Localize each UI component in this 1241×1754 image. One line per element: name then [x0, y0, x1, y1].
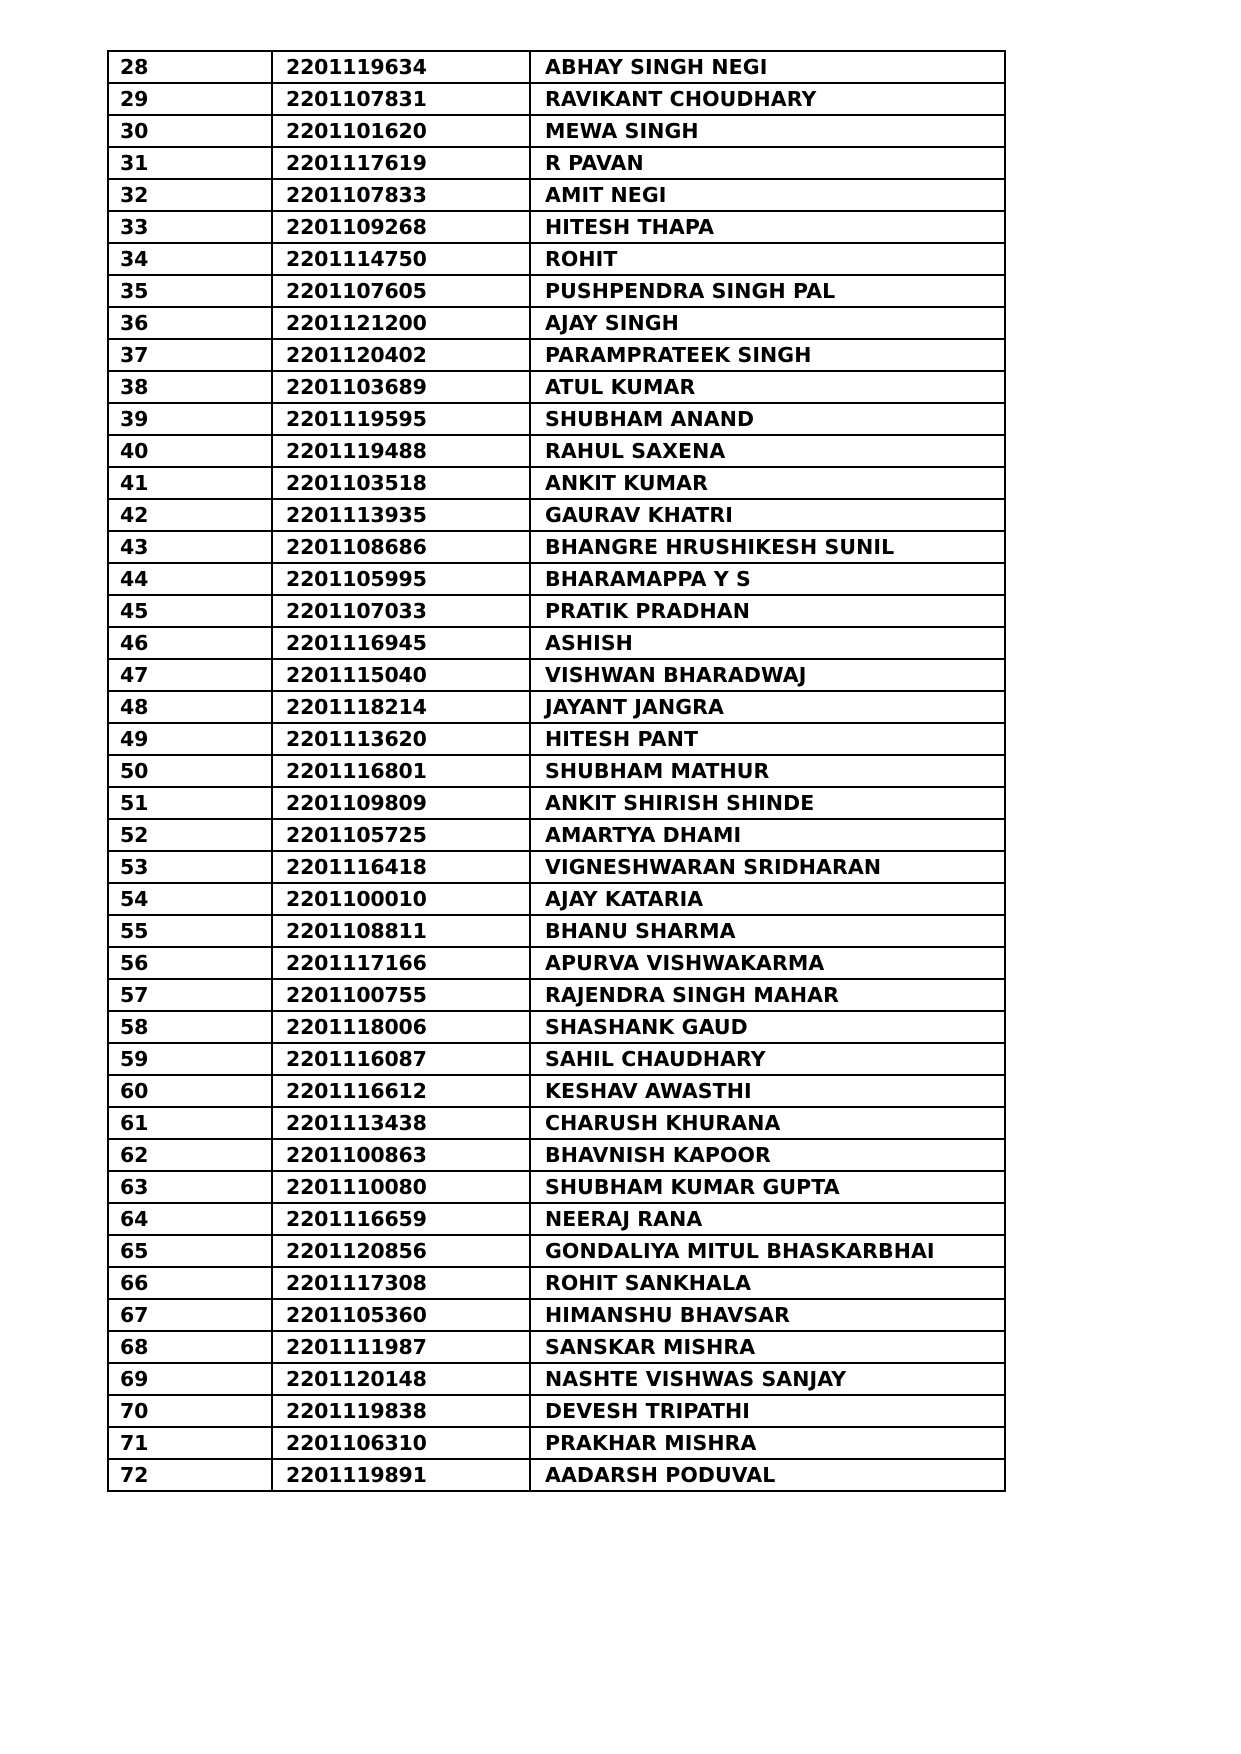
cell-candidate-name: BHANGRE HRUSHIKESH SUNIL — [530, 531, 1005, 563]
cell-serial-no: 67 — [108, 1299, 272, 1331]
cell-serial-no: 34 — [108, 243, 272, 275]
cell-serial-no: 53 — [108, 851, 272, 883]
table-row — [108, 1139, 1005, 1171]
cell-serial-no: 31 — [108, 147, 272, 179]
table-row — [108, 563, 1005, 595]
cell-roll-number: 2201110080 — [272, 1171, 530, 1203]
cell-candidate-name: AMIT NEGI — [530, 179, 1005, 211]
cell-roll-number: 2201117166 — [272, 947, 530, 979]
cell-candidate-name: NASHTE VISHWAS SANJAY — [530, 1363, 1005, 1395]
cell-roll-number: 2201115040 — [272, 659, 530, 691]
table-row — [108, 83, 1005, 115]
cell-candidate-name: BHANU SHARMA — [530, 915, 1005, 947]
cell-serial-no: 70 — [108, 1395, 272, 1427]
cell-serial-no: 40 — [108, 435, 272, 467]
table-row — [108, 531, 1005, 563]
table-row — [108, 403, 1005, 435]
cell-roll-number: 2201119488 — [272, 435, 530, 467]
cell-candidate-name: CHARUSH KHURANA — [530, 1107, 1005, 1139]
cell-serial-no: 71 — [108, 1427, 272, 1459]
cell-serial-no: 62 — [108, 1139, 272, 1171]
cell-candidate-name: ASHISH — [530, 627, 1005, 659]
cell-candidate-name: MEWA SINGH — [530, 115, 1005, 147]
cell-serial-no: 29 — [108, 83, 272, 115]
table-row — [108, 947, 1005, 979]
cell-roll-number: 2201118006 — [272, 1011, 530, 1043]
cell-serial-no: 38 — [108, 371, 272, 403]
cell-serial-no: 30 — [108, 115, 272, 147]
cell-roll-number: 2201103689 — [272, 371, 530, 403]
cell-candidate-name: VIGNESHWARAN SRIDHARAN — [530, 851, 1005, 883]
cell-roll-number: 2201119634 — [272, 51, 530, 83]
cell-serial-no: 66 — [108, 1267, 272, 1299]
cell-candidate-name: PRAKHAR MISHRA — [530, 1427, 1005, 1459]
cell-serial-no: 28 — [108, 51, 272, 83]
table-row — [108, 595, 1005, 627]
table-row — [108, 1331, 1005, 1363]
cell-candidate-name: PUSHPENDRA SINGH PAL — [530, 275, 1005, 307]
cell-roll-number: 2201120148 — [272, 1363, 530, 1395]
cell-roll-number: 2201116418 — [272, 851, 530, 883]
table-row — [108, 1395, 1005, 1427]
table-row — [108, 1043, 1005, 1075]
table-row — [108, 211, 1005, 243]
cell-roll-number: 2201105995 — [272, 563, 530, 595]
table-row — [108, 1203, 1005, 1235]
table-row — [108, 467, 1005, 499]
candidate-table-body — [108, 51, 1005, 1491]
table-row — [108, 307, 1005, 339]
cell-serial-no: 52 — [108, 819, 272, 851]
cell-roll-number: 2201100755 — [272, 979, 530, 1011]
cell-serial-no: 42 — [108, 499, 272, 531]
cell-roll-number: 2201113438 — [272, 1107, 530, 1139]
table-row — [108, 1011, 1005, 1043]
cell-roll-number: 2201107033 — [272, 595, 530, 627]
cell-candidate-name: ROHIT SANKHALA — [530, 1267, 1005, 1299]
cell-serial-no: 55 — [108, 915, 272, 947]
candidate-table-container — [107, 50, 1004, 1492]
cell-roll-number: 2201120856 — [272, 1235, 530, 1267]
cell-serial-no: 45 — [108, 595, 272, 627]
cell-roll-number: 2201116945 — [272, 627, 530, 659]
cell-serial-no: 44 — [108, 563, 272, 595]
cell-candidate-name: NEERAJ RANA — [530, 1203, 1005, 1235]
cell-serial-no: 69 — [108, 1363, 272, 1395]
cell-candidate-name: SHUBHAM ANAND — [530, 403, 1005, 435]
cell-serial-no: 35 — [108, 275, 272, 307]
table-row — [108, 115, 1005, 147]
table-row — [108, 787, 1005, 819]
table-row — [108, 1075, 1005, 1107]
cell-serial-no: 47 — [108, 659, 272, 691]
cell-roll-number: 2201100010 — [272, 883, 530, 915]
cell-candidate-name: SANSKAR MISHRA — [530, 1331, 1005, 1363]
cell-roll-number: 2201117308 — [272, 1267, 530, 1299]
table-row — [108, 627, 1005, 659]
cell-candidate-name: RAHUL SAXENA — [530, 435, 1005, 467]
cell-roll-number: 2201100863 — [272, 1139, 530, 1171]
table-row — [108, 979, 1005, 1011]
cell-candidate-name: SHUBHAM MATHUR — [530, 755, 1005, 787]
cell-serial-no: 72 — [108, 1459, 272, 1491]
cell-serial-no: 41 — [108, 467, 272, 499]
cell-roll-number: 2201119891 — [272, 1459, 530, 1491]
cell-serial-no: 49 — [108, 723, 272, 755]
cell-roll-number: 2201116087 — [272, 1043, 530, 1075]
cell-roll-number: 2201107831 — [272, 83, 530, 115]
cell-candidate-name: SHUBHAM KUMAR GUPTA — [530, 1171, 1005, 1203]
cell-serial-no: 60 — [108, 1075, 272, 1107]
table-row — [108, 755, 1005, 787]
cell-roll-number: 2201119838 — [272, 1395, 530, 1427]
table-row — [108, 275, 1005, 307]
cell-roll-number: 2201103518 — [272, 467, 530, 499]
table-row — [108, 1267, 1005, 1299]
cell-candidate-name: AJAY SINGH — [530, 307, 1005, 339]
table-row — [108, 179, 1005, 211]
cell-serial-no: 63 — [108, 1171, 272, 1203]
cell-candidate-name: SHASHANK GAUD — [530, 1011, 1005, 1043]
cell-roll-number: 2201119595 — [272, 403, 530, 435]
candidate-table — [107, 50, 1006, 1492]
cell-serial-no: 50 — [108, 755, 272, 787]
table-row — [108, 723, 1005, 755]
cell-roll-number: 2201116612 — [272, 1075, 530, 1107]
cell-serial-no: 33 — [108, 211, 272, 243]
cell-candidate-name: DEVESH TRIPATHI — [530, 1395, 1005, 1427]
cell-roll-number: 2201107833 — [272, 179, 530, 211]
cell-serial-no: 37 — [108, 339, 272, 371]
cell-candidate-name: ROHIT — [530, 243, 1005, 275]
cell-candidate-name: BHAVNISH KAPOOR — [530, 1139, 1005, 1171]
table-row — [108, 1235, 1005, 1267]
cell-roll-number: 2201121200 — [272, 307, 530, 339]
cell-roll-number: 2201116659 — [272, 1203, 530, 1235]
cell-candidate-name: JAYANT JANGRA — [530, 691, 1005, 723]
cell-roll-number: 2201108686 — [272, 531, 530, 563]
cell-serial-no: 51 — [108, 787, 272, 819]
table-row — [108, 371, 1005, 403]
cell-serial-no: 59 — [108, 1043, 272, 1075]
table-row — [108, 659, 1005, 691]
table-row — [108, 1427, 1005, 1459]
table-row — [108, 435, 1005, 467]
cell-roll-number: 2201105725 — [272, 819, 530, 851]
cell-candidate-name: PRATIK PRADHAN — [530, 595, 1005, 627]
cell-roll-number: 2201101620 — [272, 115, 530, 147]
cell-candidate-name: GAURAV KHATRI — [530, 499, 1005, 531]
cell-serial-no: 61 — [108, 1107, 272, 1139]
cell-roll-number: 2201114750 — [272, 243, 530, 275]
cell-candidate-name: PARAMPRATEEK SINGH — [530, 339, 1005, 371]
cell-roll-number: 2201113620 — [272, 723, 530, 755]
cell-candidate-name: ABHAY SINGH NEGI — [530, 51, 1005, 83]
table-row — [108, 499, 1005, 531]
cell-serial-no: 54 — [108, 883, 272, 915]
cell-candidate-name: HITESH PANT — [530, 723, 1005, 755]
cell-serial-no: 32 — [108, 179, 272, 211]
cell-roll-number: 2201105360 — [272, 1299, 530, 1331]
cell-serial-no: 65 — [108, 1235, 272, 1267]
cell-candidate-name: RAVIKANT CHOUDHARY — [530, 83, 1005, 115]
table-row — [108, 691, 1005, 723]
cell-candidate-name: HITESH THAPA — [530, 211, 1005, 243]
table-row — [108, 883, 1005, 915]
table-row — [108, 1363, 1005, 1395]
cell-roll-number: 2201109809 — [272, 787, 530, 819]
cell-roll-number: 2201107605 — [272, 275, 530, 307]
table-row — [108, 915, 1005, 947]
cell-candidate-name: ATUL KUMAR — [530, 371, 1005, 403]
cell-serial-no: 39 — [108, 403, 272, 435]
table-row — [108, 1459, 1005, 1491]
cell-serial-no: 56 — [108, 947, 272, 979]
table-row — [108, 1299, 1005, 1331]
cell-roll-number: 2201108811 — [272, 915, 530, 947]
cell-candidate-name: APURVA VISHWAKARMA — [530, 947, 1005, 979]
cell-roll-number: 2201111987 — [272, 1331, 530, 1363]
cell-roll-number: 2201120402 — [272, 339, 530, 371]
cell-candidate-name: R PAVAN — [530, 147, 1005, 179]
cell-serial-no: 68 — [108, 1331, 272, 1363]
table-row — [108, 339, 1005, 371]
cell-serial-no: 57 — [108, 979, 272, 1011]
cell-serial-no: 64 — [108, 1203, 272, 1235]
cell-candidate-name: HIMANSHU BHAVSAR — [530, 1299, 1005, 1331]
cell-candidate-name: ANKIT KUMAR — [530, 467, 1005, 499]
cell-serial-no: 48 — [108, 691, 272, 723]
cell-candidate-name: ANKIT SHIRISH SHINDE — [530, 787, 1005, 819]
cell-serial-no: 46 — [108, 627, 272, 659]
cell-candidate-name: KESHAV AWASTHI — [530, 1075, 1005, 1107]
table-row — [108, 851, 1005, 883]
cell-candidate-name: BHARAMAPPA Y S — [530, 563, 1005, 595]
cell-candidate-name: VISHWAN BHARADWAJ — [530, 659, 1005, 691]
cell-roll-number: 2201106310 — [272, 1427, 530, 1459]
table-row — [108, 1107, 1005, 1139]
cell-candidate-name: AMARTYA DHAMI — [530, 819, 1005, 851]
table-row — [108, 819, 1005, 851]
cell-candidate-name: RAJENDRA SINGH MAHAR — [530, 979, 1005, 1011]
cell-serial-no: 58 — [108, 1011, 272, 1043]
cell-roll-number: 2201118214 — [272, 691, 530, 723]
table-row — [108, 243, 1005, 275]
table-row — [108, 51, 1005, 83]
table-row — [108, 1171, 1005, 1203]
cell-roll-number: 2201113935 — [272, 499, 530, 531]
cell-candidate-name: SAHIL CHAUDHARY — [530, 1043, 1005, 1075]
table-row — [108, 147, 1005, 179]
cell-roll-number: 2201109268 — [272, 211, 530, 243]
cell-candidate-name: GONDALIYA MITUL BHASKARBHAI — [530, 1235, 1005, 1267]
cell-roll-number: 2201116801 — [272, 755, 530, 787]
cell-roll-number: 2201117619 — [272, 147, 530, 179]
cell-candidate-name: AADARSH PODUVAL — [530, 1459, 1005, 1491]
cell-serial-no: 36 — [108, 307, 272, 339]
cell-candidate-name: AJAY KATARIA — [530, 883, 1005, 915]
cell-serial-no: 43 — [108, 531, 272, 563]
